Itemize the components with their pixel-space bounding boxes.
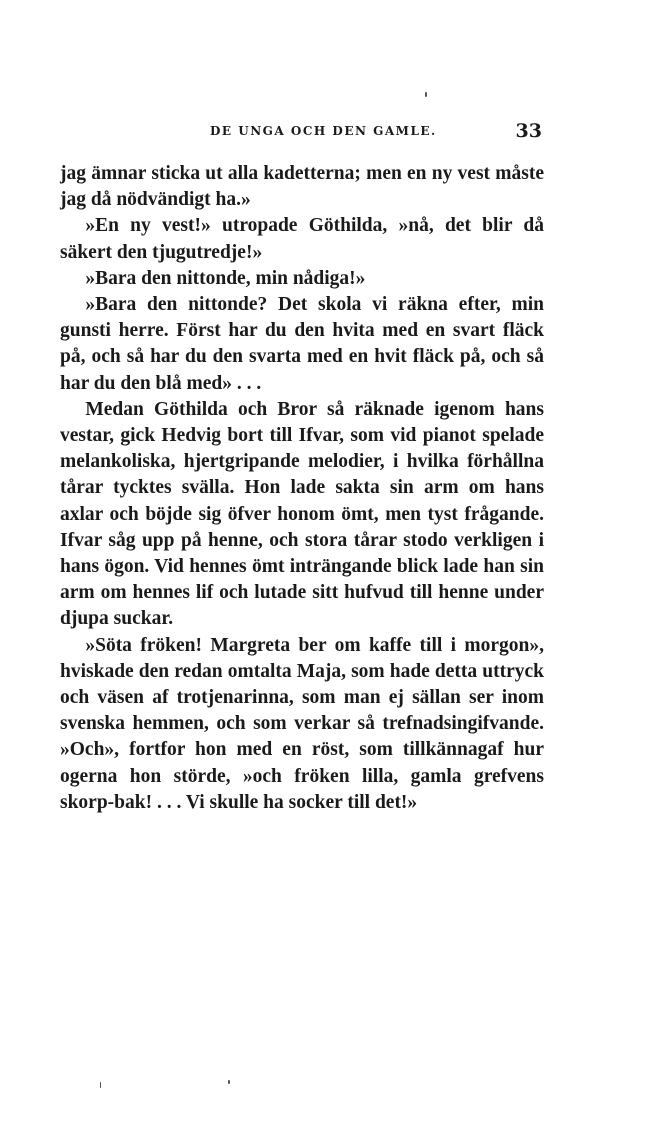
- paragraph: »Bara den nittonde, min nådiga!»: [85, 267, 366, 289]
- paragraph: Medan Göthilda och Bror så räknade igenom hans vestar, gick Hedvig bort till Ifvar, som vid pianot spelade melankoliska, hjertgripande melodier, i hvilka förhållna tårar tycktes svälla. Hon lade sakta sin arm om hans axlar och böjde sig öfver honom ömt, men tyst frågande. Ifvar såg upp på henne, och stora tårar stodo verkligen i hans ögon. Vid hennes ömt inträngande blick lade han sin arm om hennes lif och lutade sitt hufvud till henne under djupa suckar.: [60, 398, 544, 630]
- speck-mark: [100, 1082, 101, 1088]
- paragraph: jag ämnar sticka ut alla kadetterna; men en ny vest måste jag då nödvändigt ha.»: [60, 163, 544, 211]
- body-text: [60, 161, 544, 816]
- page-number: 33: [515, 120, 542, 142]
- speck-mark: [425, 92, 427, 97]
- page-header: [60, 120, 546, 148]
- paragraph: »Bara den nittonde? Det skola vi räkna efter, min gunsti herre. Först har du den hvita med en svart fläck på, och så har du den svarta med en hvit fläck på, och så har du den blå med» . . .: [60, 294, 544, 394]
- running-head: DE UNGA OCH DEN GAMLE.: [210, 124, 437, 138]
- speck-mark: [228, 1080, 230, 1084]
- paragraph: »En ny vest!» utropade Göthilda, »nå, det blir då säkert den tjugutredje!»: [60, 215, 544, 263]
- paragraph: »Söta fröken! Margreta ber om kaffe till i morgon», hviskade den redan omtalta Maja, som hade detta uttryck och väsen af trotjenarinna, som man ej sällan ser inom svenska hemmen, och som verkar så trefnadsingifvande. »Och», fortfor hon med en röst, som tillkännagaf hur ogerna hon störde, »och fröken lilla, gamla grefvens skorp-bak! . . . Vi skulle ha socker till det!»: [60, 634, 544, 813]
